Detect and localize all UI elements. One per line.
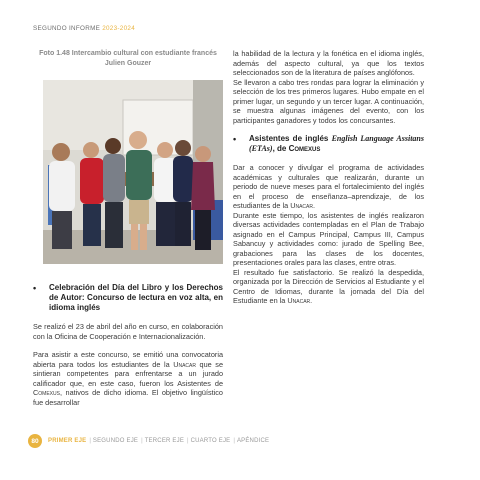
- footer-separator: |: [187, 438, 189, 444]
- report-title: SEGUNDO INFORME: [33, 25, 101, 32]
- paragraph: El resultado fue satisfactorio. Se realizó la despedida, organizada por la Dirección de Servicios al Estudiante y el Centro de Idiomas, durante la jornada del Día del Estudiante en la Unacar.: [233, 267, 424, 305]
- org-name: Unacar: [290, 201, 313, 210]
- bullet-dot-icon: •: [233, 134, 237, 144]
- group-photo-illustration: [43, 80, 223, 264]
- paragraph: Se realizó el 23 de abril del año en curso, en colaboración con la Oficina de Cooperación e Internacionalización.: [33, 322, 223, 341]
- footer-separator: |: [233, 438, 235, 444]
- footer-separator: |: [89, 438, 91, 444]
- photo-caption: Foto 1.48 Intercambio cultural con estudiante francés Julien Gouzer: [39, 50, 217, 67]
- footer-link-apendice[interactable]: APÉNDICE: [236, 438, 270, 444]
- footer-separator: |: [141, 438, 143, 444]
- left-column: [33, 283, 223, 407]
- section-heading-etas: [233, 134, 424, 154]
- bullet-dot-icon: •: [33, 283, 37, 293]
- org-name: Comexus: [33, 388, 60, 397]
- paragraph: Se llevaron a cabo tres rondas para lograr la eliminación y selección de los tres primeros lugares. Hubo empate en el primer lugar, un segundo y un tercer lugar. A continuación, se muestra algunas imágenes del evento, con los participantes ganadores y todos los concursantes.: [233, 77, 424, 125]
- section-heading-book-day: [33, 283, 223, 313]
- paragraph: la habilidad de la lectura y la fonética en el idioma inglés, además del aspecto cultural, ya que los textos seleccionados son de la literatura de países anglófonos.: [233, 49, 424, 77]
- report-year: 2023-2024: [102, 25, 136, 32]
- org-name: Unacar: [287, 296, 311, 305]
- page-number-badge: 80: [28, 434, 42, 448]
- footer-link-segundo-eje[interactable]: SEGUNDO EJE: [92, 438, 139, 444]
- paragraph: Durante este tiempo, los asistentes de inglés realizaron diversas actividades contempladas en el Plan de Trabajo asignado en el Campus Principal, Campus III, Campus Sabancuy y actividades como: jurado de Spelling Bee, grabaciones para las clases de los docentes, presentaciones orales para las clases, entre otras.: [233, 210, 424, 267]
- right-column: [233, 49, 424, 306]
- footer-nav: [28, 434, 288, 448]
- section-heading-text: Celebración del Día del Libro y los Derechos de Autor: Concurso de lectura en voz alta, en idioma inglés: [49, 283, 223, 312]
- section-heading-text: Asistentes de inglés English Language Assitans (ETAs), de Comexus: [249, 134, 424, 153]
- report-header: [33, 25, 135, 32]
- paragraph: Para asistir a este concurso, se emitió una convocatoria abierta para todos los estudiantes de la Unacar que se sintieran competentes para enfrentarse a un jurado calificador que, en este caso, fueron los Asistentes de Comexus, nativos de dicho idioma. El objetivo lingüístico fue desarrollar: [33, 350, 224, 407]
- footer-link-primer-eje[interactable]: PRIMER EJE: [48, 438, 87, 444]
- event-photo: [43, 80, 223, 264]
- paragraph: Dar a conocer y divulgar el programa de actividades académicas y culturales que realizarán, durante un periodo de nueve meses para el fortalecimiento del inglés en el proceso de enseñanza–aprendizaje, de los estudiantes de la Unacar.: [233, 163, 424, 210]
- footer-link-tercer-eje[interactable]: TERCER EJE: [144, 438, 185, 444]
- footer-link-cuarto-eje[interactable]: CUARTO EJE: [190, 438, 231, 444]
- org-name: Unacar: [173, 359, 196, 369]
